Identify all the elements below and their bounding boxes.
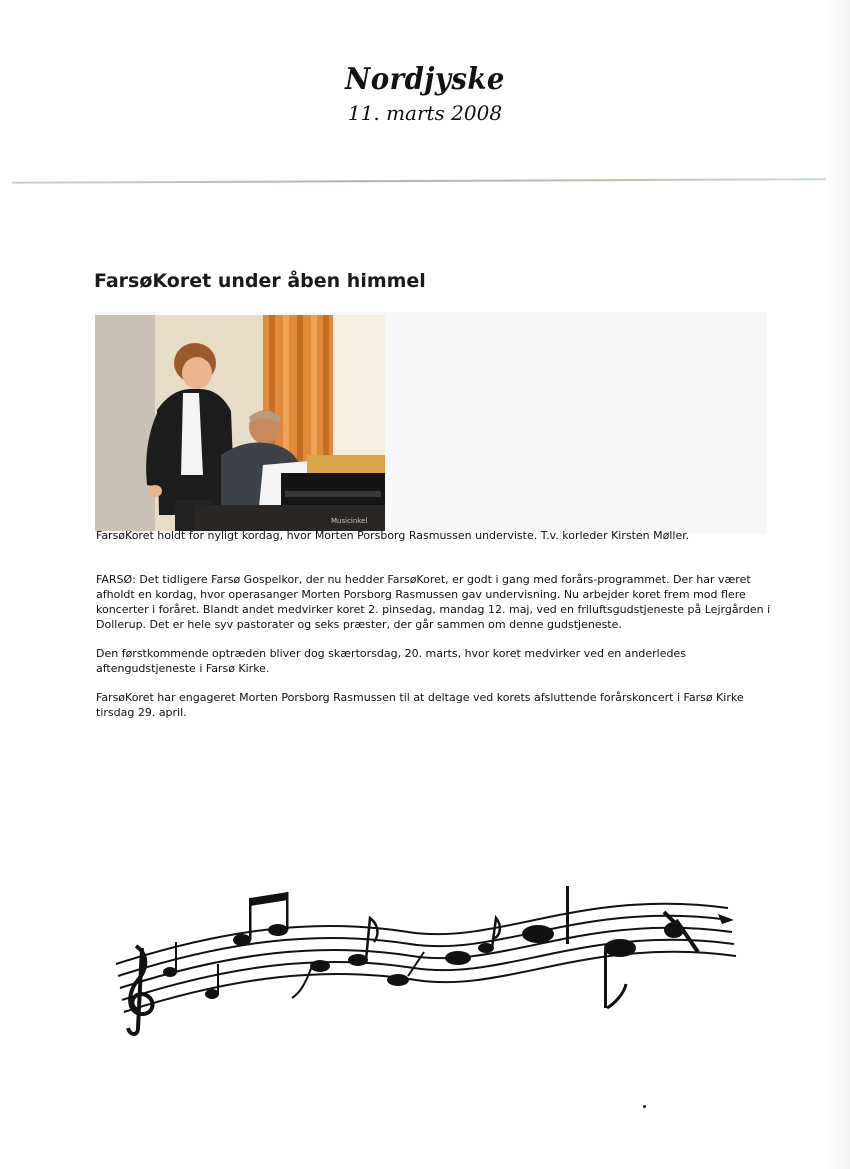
article-paragraph: FARSØ: Det tidligere Farsø Gospelkor, der nu hedder FarsøKoret, er godt i gang med forårs-programmet. Der har været afholdt en kordag, hvor operasanger Morten Porsborg Rasmussen gav undervisning. Nu arbejder koret frem mod flere koncerter i foråret. Blandt andet medvirker koret 2. pinsedag, mandag 12. maj, ved en friluftsgudstjeneste på Lejrgården i Dollerup. Det er hele syv pastorater og seks præster, der går sammen om denne gudstjeneste. bbox=[96, 573, 771, 631]
keyboard-brand-label: Musicinkel bbox=[331, 517, 368, 525]
article-photo bbox=[95, 315, 385, 531]
article-headline: FarsøKoret under åben himmel bbox=[94, 270, 426, 292]
article-paragraph: Den førstkommende optræden bliver dog skærtorsdag, 20. marts, hvor koret medvirker ved en anderledes aftengudstjeneste i Farsø Kirke. bbox=[96, 647, 686, 675]
scan-speck bbox=[643, 1105, 646, 1108]
article-body bbox=[96, 572, 776, 734]
music-staff-illustration bbox=[108, 868, 748, 1038]
photo-frame bbox=[95, 312, 767, 534]
choir-rehearsal-photo bbox=[95, 315, 385, 531]
page-edge-shadow bbox=[826, 0, 850, 1169]
header-divider bbox=[12, 178, 826, 184]
masthead bbox=[0, 62, 850, 125]
photo-caption: FarsøKoret holdt for nyligt kordag, hvor Morten Porsborg Rasmussen underviste. T.v. korleder Kirsten Møller. bbox=[96, 529, 690, 542]
publication-date: 11. marts 2008 bbox=[347, 101, 503, 125]
newspaper-name: Nordjyske bbox=[345, 62, 505, 97]
article-paragraph: FarsøKoret har engageret Morten Porsborg Rasmussen til at deltage ved korets afsluttende forårskoncert i Farsø Kirke tirsdag 29. april. bbox=[96, 691, 744, 719]
